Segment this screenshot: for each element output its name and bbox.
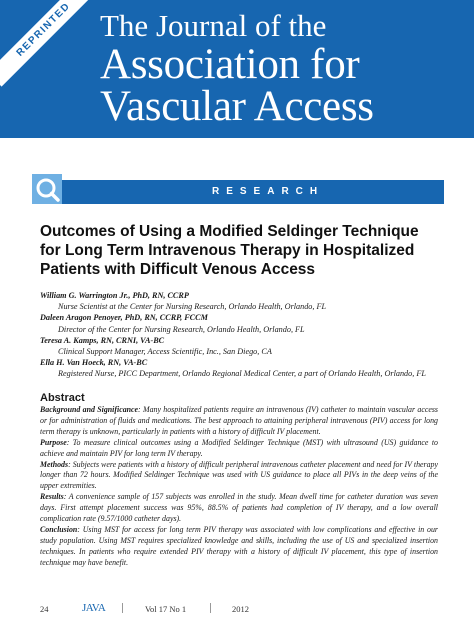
abstract-paragraph	[40, 525, 438, 569]
abstract-label: Purpose	[40, 437, 67, 447]
author-name: Daleen Aragon Penoyer, PhD, RN, CCRP, FCCM	[40, 313, 208, 323]
abstract-paragraph	[40, 405, 438, 438]
author-name: Teresa A. Kamps, RN, CRNI, VA-BC	[40, 335, 165, 345]
footer-divider	[210, 603, 211, 613]
page-number: 24	[40, 604, 49, 614]
abstract-body	[40, 405, 438, 569]
page-footer	[0, 600, 474, 630]
abstract-text: : A convenience sample of 157 subjects was enrolled in the study. Mean dwell time for catheter duration was seven days. First attempt placement success was 95%, 88.5% of patients had completion of IV therapy, and a low overall complication rate (9.57/1000 catheter days).	[40, 492, 438, 524]
abstract-text: : Subjects were patients with a history of difficult peripheral intravenous catheter placement and need for IV therapy longer than 72 hours. Modified Seldinger Technique was used with US guidance to place all PIVs in the deep veins of the upper extremities.	[40, 459, 438, 491]
journal-title-line-3: Vascular Access	[100, 83, 374, 130]
volume-info: Vol 17 No 1	[145, 604, 187, 614]
title-line: Outcomes of Using a Modified Seldinger Technique	[40, 223, 419, 240]
journal-title-line-2: Association for	[100, 41, 360, 88]
section-label: RESEARCH	[212, 186, 325, 197]
publication-year: 2012	[232, 604, 249, 614]
abstract-heading: Abstract	[40, 392, 85, 404]
author-name: William G. Warrington Jr., PhD, RN, CCRP	[40, 291, 189, 300]
article-title	[40, 222, 440, 279]
footer-divider	[122, 603, 123, 613]
section-bar	[32, 180, 444, 204]
reprinted-banner: REPRINTED	[0, 0, 101, 87]
journal-abbrev: JAVA	[82, 602, 106, 614]
abstract-text: : Many hospitalized patients require an intravenous (IV) catheter to maintain vascular access or for administration of fluids and medications. The best approach to attaining peripheral intravenous (PIV) access for long term therapy is unknown, particularly in patients with a history of difficult IV placement.	[40, 405, 438, 436]
title-line: for Long Term Intravenous Therapy in Hospitalized	[40, 242, 415, 259]
author-affiliation: Clinical Support Manager, Access Scientific, Inc., San Diego, CA	[58, 347, 272, 357]
journal-title-line-1: The Journal of the	[100, 8, 327, 43]
abstract-paragraph	[40, 438, 438, 460]
title-line: Patients with Difficult Venous Access	[40, 261, 316, 278]
author-affiliation: Nurse Scientist at the Center for Nursing Research, Orlando Health, Orlando, FL	[58, 302, 327, 312]
abstract-paragraph	[40, 460, 438, 493]
abstract-label: Conclusion	[40, 524, 78, 534]
abstract-text: : To measure clinical outcomes using a Modified Seldinger Technique (MST) with ultrasound (US) guidance to achieve and maintain PIV for long term IV therapy.	[40, 437, 438, 458]
author-affiliation: Director of the Center for Nursing Research, Orlando Health, Orlando, FL	[58, 324, 305, 334]
abstract-label: Background and Significance	[40, 405, 139, 414]
author-affiliation: Registered Nurse, PICC Department, Orlando Regional Medical Center, a part of Orlando Health, Orlando, FL	[58, 369, 426, 379]
author-name: Ella H. Van Hoeck, RN, VA-BC	[40, 358, 148, 368]
abstract-label: Methods	[40, 459, 69, 469]
magnifier-icon	[32, 174, 62, 204]
abstract-text: : Using MST for access for long term PIV therapy was associated with low complications and effective in our study population. Using MST requires specialized knowledge and skills, including the use of US and specialized insertion techniques. In patients who require extended PIV therapy with a history of difficult IV placement, this type of insertion technique may have benefit.	[40, 524, 438, 567]
abstract-label: Results	[40, 492, 64, 502]
abstract-paragraph	[40, 492, 438, 525]
masthead	[0, 0, 474, 138]
author-list	[40, 290, 450, 380]
